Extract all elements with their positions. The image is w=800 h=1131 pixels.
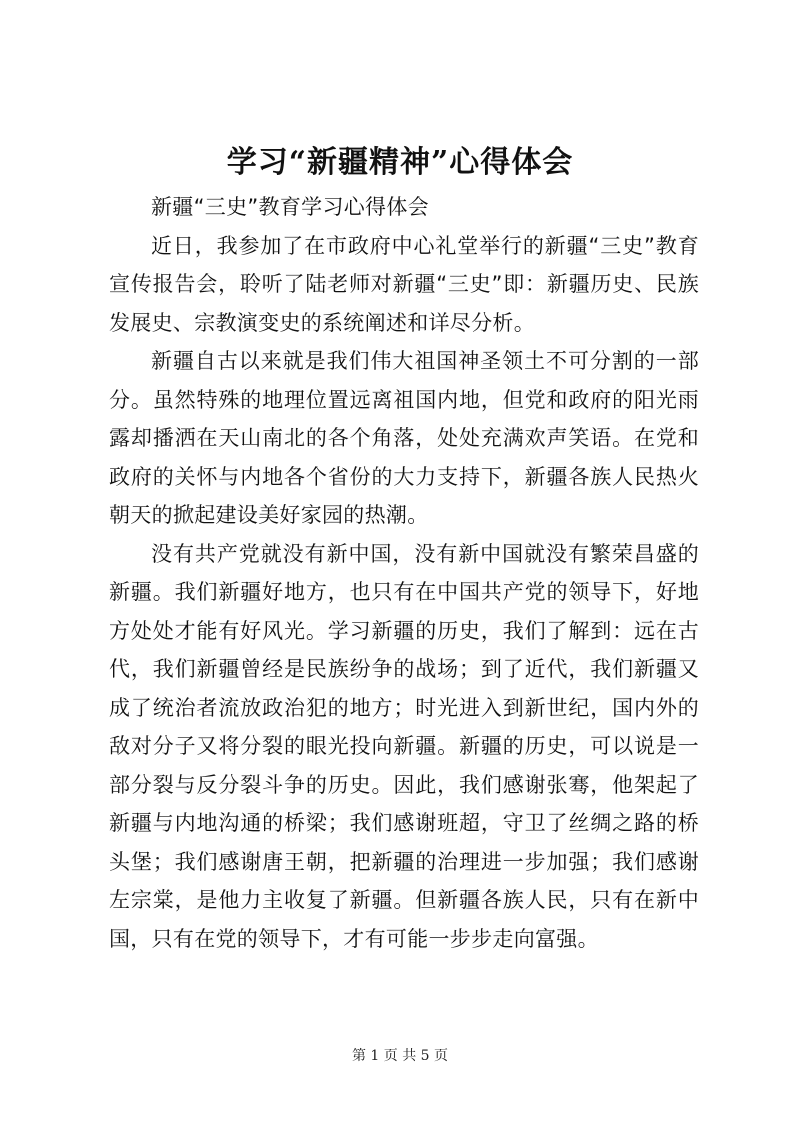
paragraph-1: 近日，我参加了在市政府中心礼堂举行的新疆“三史”教育宣传报告会，聆听了陆老师对新疆“三史”即：新疆历史、民族发展史、宗教演变史的系统阐述和详尽分析。 (109, 233, 699, 335)
page-title: 学习“新疆精神”心得体会 (226, 145, 574, 180)
paragraph-2: 新疆自古以来就是我们伟大祖国神圣领土不可分割的一部分。虽然特殊的地理位置远离祖国内地，但党和政府的阳光雨露却播洒在天山南北的各个角落，处处充满欢声笑语。在党和政府的关怀与内地各个省份的大力支持下，新疆各族人民热火朝天的掀起建设美好家园的热潮。 (109, 349, 699, 527)
page-footer: 第 1 页 共 5 页 (351, 1048, 449, 1064)
paragraph-3: 没有共产党就没有新中国，没有新中国就没有繁荣昌盛的新疆。我们新疆好地方，也只有在中国共产党的领导下，好地方处处才能有好风光。学习新疆的历史，我们了解到：远在古代，我们新疆曾经是民族纷争的战场；到了近代，我们新疆又成了统治者流放政治犯的地方；时光进入到新世纪，国内外的敌对分子又将分裂的眼光投向新疆。新疆的历史，可以说是一部分裂与反分裂斗争的历史。因此，我们感谢张骞，他架起了新疆与内地沟通的桥梁；我们感谢班超，守卫了丝绸之路的桥头堡；我们感谢唐王朝，把新疆的治理进一步加强；我们感谢左宗棠，是他力主收复了新疆。但新疆各族人民，只有在新中国，只有在党的领导下，才有可能一步步走向富强。 (109, 541, 699, 951)
document-subtitle: 新疆“三史”教育学习心得体会 (151, 195, 429, 219)
document-body (109, 188, 699, 958)
